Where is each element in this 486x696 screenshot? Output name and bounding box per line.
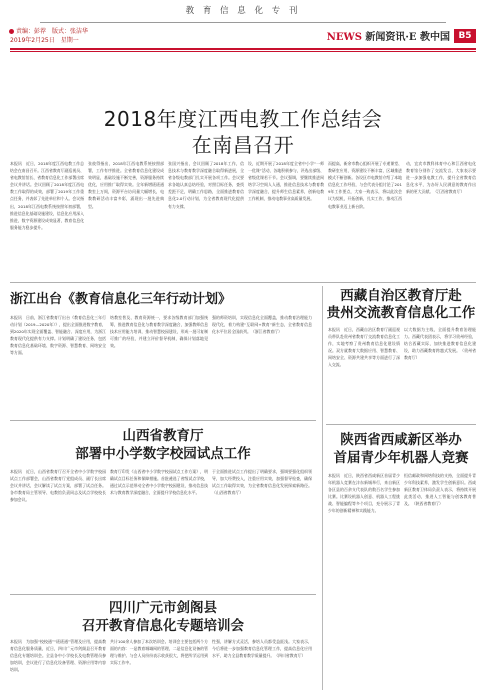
shanxi-column-1: 本报讯 近日，山西省教育厅召开全省中小学数字校园试点工作部署会，山西省教育厅党组成员、副厅长出席会议并讲话，会议解读了试点方案，部署了试点任务。各市教育局主管领导、电教馆负责同志及试点学校校长参加会议。: [10, 469, 106, 503]
zhejiang-divider: [10, 420, 316, 421]
shanxi-column-3: 于全面推进试点工作提出了明确要求，强调要强化组织领导，加大经费投入，注重应用实效，加强督导检查，确保试点工作取得实效，为全省教育信息化发展探索新路径。（山西省教育厅）: [212, 469, 312, 496]
shanxi-column-2: 教育厅印发《山西省中小学数字校园试点工作方案》，明确试点目标任务和保障措施。首批遴选了省级试点学校，通过试点示范带动全省中小学数字校园建设，推动信息技术与教育教学深度融合，全面提升学校信息化水平。: [110, 469, 208, 496]
lead-headline-1: 2018年度江西电教工作总结会: [103, 107, 383, 131]
supplement-title: 教 育 信 息 化 专 刊: [185, 6, 301, 16]
lead-column-3: 张国兴指出，会议回顾了2018年工作，信息技术与教育教学深度融合取得新进展，全省各级电教部门扎实开展各项工作。会议要求各地认真总结经验，对照目标任务，查找差距不足，明确工作思路，全面推进教育信息化2.0行动计划，为全省教育现代化提供有力支撑。: [168, 161, 244, 209]
zhejiang-headline: 浙江出台《教育信息化三年行动计划》: [10, 292, 232, 307]
masthead-rule: [40, 22, 446, 23]
shanxi-headline-2: 部署中小学数字校园试点工作: [75, 446, 251, 462]
zhejiang-column-2: 络教室普及、教育资源统一，要求各级教育部门加强统筹，推进教育信息化与教育教学深度融合，加强教师信息技术应用能力培训，推动智慧校园建设，形成一批可复制可推广的经验，并建立评价督导机制，确保计划落地见效。: [110, 315, 208, 349]
sichuan-column-1: 本报讯 为加强“校校通”“班班通”管理及应用，提高教育信息化服务质量，近日，四川广元市剑阁县召开教育信息化专题培训会。全县各中小学校长及电教管理员参加培训，会议进行了信息化设备管理、资源应用等内容培训。: [10, 639, 106, 673]
sichuan-headline-2: 召开教育信息化专题培训会: [82, 618, 244, 634]
lead-column-2: 张彼得指出，2018年江西电教系统按照部署，工作有序推进。全省教育信息化建设成效明显，基础设施不断完善，资源服务持续优化，应用推广取得实效。全年新增班班通教室上万间，资源平台访问量大幅增长，电教教研活动丰富多彩，涌现出一批先进典型。: [88, 161, 164, 209]
lead-column-5: 而提高，新余市教心组织开展了专递课堂、教研室应用，资源建设不断丰富，区域推进模式不断创新。各设区市电教馆介绍了本地信息化工作经验，与会代表分组讨论了2019年工作要点，大家一致表示，将以此次会议为契机，开拓创新，扎实工作，推动江西电教事业迈上新台阶。: [328, 161, 402, 209]
header-thin-rule: [10, 51, 476, 52]
brand-chinese: 新闻资讯·E 教中国: [365, 32, 450, 43]
shaanxi-column-1: 本报讯 近日，陕西省西咸新区首届青少年机器人竞赛在沣东新城举行，来自新区各区县的百余支代表队的数百名学生参加比赛。比赛设机器人创意、机器人工程挑战、智能编程等多个项目，充分展示了青少年的创新精神和实践能力。: [328, 473, 400, 514]
shaanxi-headline-2: 首届青少年机器人竞赛: [333, 450, 469, 466]
lead-headline-2: 在南昌召开: [191, 133, 295, 157]
sichuan-column-3: 性强，讲解方式灵活，参培人员都受益匪浅。大家表示，今后将进一步加强教育信息化管理工作，提高信息化应用水平，助力全县教育教学质量提升。（四川省教育厅）: [212, 639, 312, 659]
lead-divider: [10, 282, 476, 283]
header-red-rule: [10, 48, 476, 50]
sichuan-column-2: 共计100余人参加了本次培训会。培训会主要包括两个方面的内容：一是教育城域网的管理，二是信息化设备的管理与维护。与会人员纷纷表示收获很大，将把所学运用到实际工作中。: [110, 639, 208, 666]
shaanxi-headline-1: 陕西省西咸新区举办: [340, 432, 462, 448]
shaanxi-column-2: 恒信邮政和网络科技的支持，全面提升青少年科技素养，激发学生创新意识。西咸新区教育卫体局负责人表示，将持续开展此类活动，推进人工智能与创客教育普及。（陕西省教育厅）: [404, 473, 476, 507]
sichuan-headline-1: 四川广元市剑阁县: [109, 600, 217, 616]
brand-news: NEWS: [326, 32, 362, 43]
zhejiang-column-1: 本报讯 日前，浙江省教育厅出台《教育信息化三年行动计划（2019—2020年）》，提出全面推进数字教育，到2020年实现全面覆盖、智能融合、深度应用，为浙江教育现代化提供有力支撑。计划明确了建设任务，包括教育信息化基础环境、数字资源、智慧教育、网络安全等方面。: [10, 315, 106, 356]
tibet-headline-2: 贵州交流教育信息化工作: [326, 305, 476, 321]
lead-column-1: 本报讯 近日，2018年度江西电教工作总结会在南昌召开。江西省教育厅副巡视员、省电教馆馆长、省教育信息化工作部署出席会议并讲话。会议回顾了2018年度江西电教工作取得的成效，部署了2019年工作重点任务，并表彰了先进单位和个人。会议指出，2018年江西电教系统按照年初部署，推进信息化基础设施建设，信息化应用深入推进，数字资源建设成效显著，教育信息化服务能力稳步提升。: [10, 161, 84, 230]
lead-column-6: 动，宜宾市教科体育中心和江西省电化教育馆分别作了交流发言，大家表示要进一步加强电教工作，提升全省教育信息化水平，为办好人民满意的教育作出新的更大贡献。（江西省教育厅）: [406, 161, 476, 195]
editor-credits: 责编：彭荐 版式：张洁华: [16, 28, 89, 35]
lead-column-4: 设，近期开展了2018年度全省中小学“一师一优课”活动，各地积极参与，评选出部级、省级优课若干节。会议强调，要继续推进网络学习空间人人通，推进信息技术与教育教学深度融合，提升师生信息素养，创新电教工作机制，推动电教事业高质量发展。: [248, 161, 324, 202]
shanxi-headline-1: 山西省教育厅: [122, 428, 204, 444]
issue-date: 2019年2月25日 星期一: [10, 37, 79, 44]
tibet-divider: [326, 424, 476, 425]
page-number: B5: [454, 29, 476, 43]
zhejiang-column-3: 强的师资培训，实现信息化全面覆盖，推动教育治理能力现代化，着力构建“互联网+教育”新生态，全省教育信息化水平位居全国前列。（浙江省教育厅）: [212, 315, 312, 335]
tibet-column-1: 本报讯 近日，西藏自治区教育厅副巡视员带队赴贵州省教育厅交流教育信息化工作，实地考察了贵州教育信息化建设情况。双方就教育大数据应用、智慧教育、网络安全、资源共建共享等方面进行了深入交流。: [328, 327, 400, 368]
tibet-column-2: 以大数据为主线，全面提升教育治理能力。西藏代表团表示，将学习贵州经验，结合西藏实际，加快推进教育信息化建设，助力西藏教育跨越式发展。（贵州省教育厅）: [404, 327, 476, 361]
shanxi-divider: [10, 594, 316, 595]
bullet-icon: [9, 29, 14, 34]
tibet-headline-1: 西藏自治区教育厅赴: [340, 288, 462, 304]
column-divider-lower: [322, 428, 323, 690]
masthead-band: [0, 0, 486, 27]
section-brand: [327, 28, 450, 43]
